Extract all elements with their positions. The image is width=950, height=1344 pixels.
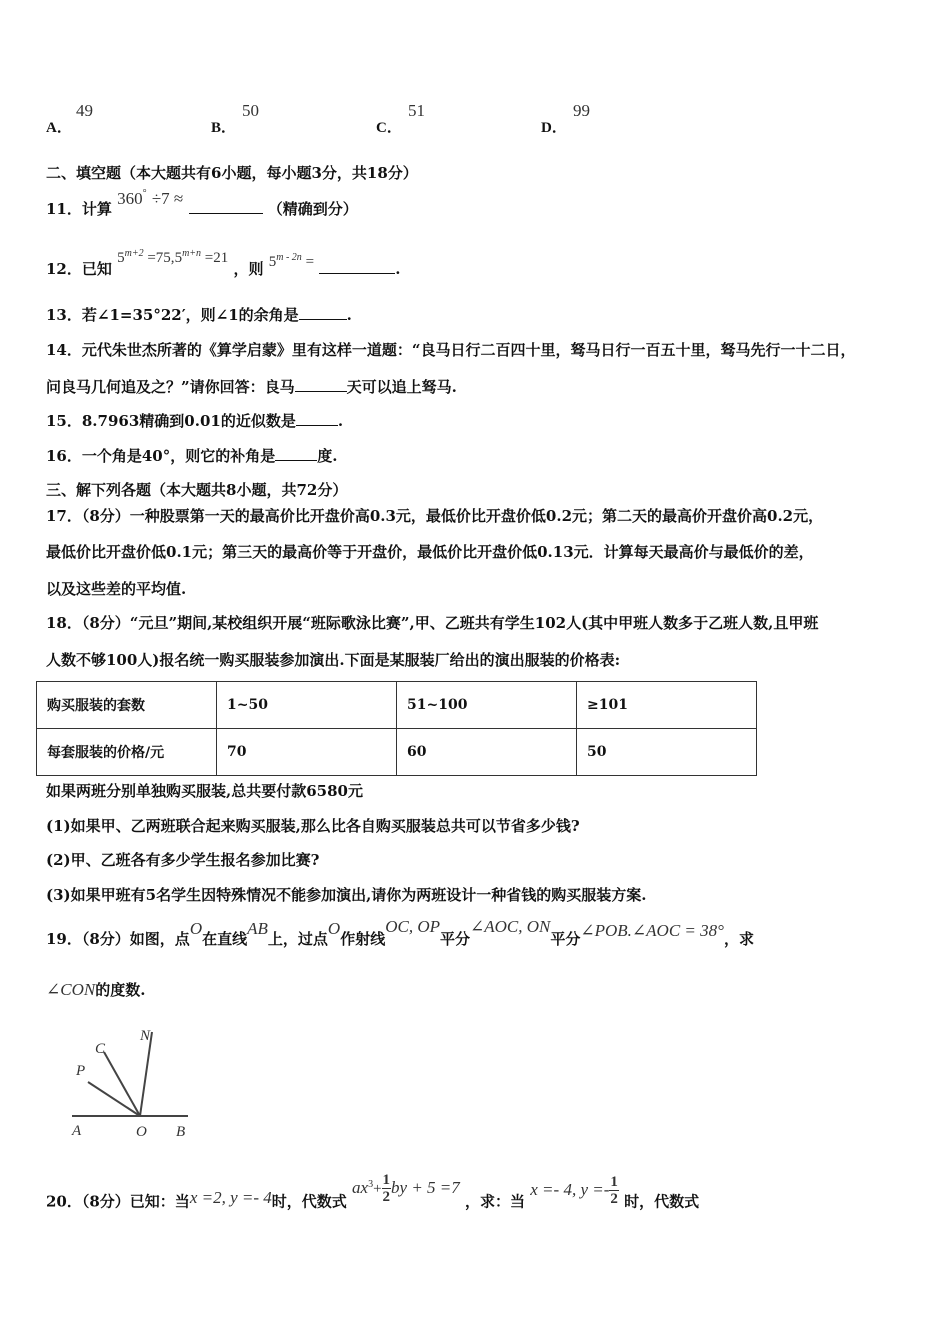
- question-18-line-1: 18．（8分）“元旦”期间,某校组织开展“班际歌泳比赛”,甲、乙班共有学生102人(其中甲班人数多于乙班人数,且甲班: [46, 614, 819, 632]
- option-b-value: 50: [242, 101, 259, 120]
- question-14-line-1: 14．元代朱世杰所著的《算学启蒙》里有这样一道题：“良马日行二百四十里，驽马日行一百五十里，驽马先行一十二日，: [46, 341, 856, 359]
- question-17-line-3: 以及这些差的平均值.: [46, 580, 187, 598]
- q11-degree: °: [142, 188, 147, 199]
- q11-answer-blank[interactable]: [189, 199, 263, 214]
- q11-expr-a: 360: [117, 189, 143, 208]
- label-a: A: [72, 1123, 82, 1139]
- question-16: 16．一个角是40°，则它的补角是 度.: [46, 447, 338, 465]
- q12-then: ，则: [233, 260, 264, 278]
- question-17-line-1: 17．（8分）一种股票第一天的最高价比开盘价高0.3元，最低价比开盘价低0.2元；第二天的最高价开盘价高0.2元，: [46, 507, 824, 525]
- question-18-line-2: 人数不够100人)报名统一购买服装参加演出.下面是某服装厂给出的演出服装的价格表:: [46, 651, 621, 669]
- table-cell: ≥101: [577, 682, 757, 729]
- q11-expr-b: ÷7 ≈: [151, 189, 184, 208]
- fraction-one-half-2: $\frac{1}{2}$: [610, 1174, 618, 1207]
- question-18-sub-2: (2)甲、乙班各有多少学生报名参加比赛?: [46, 851, 320, 869]
- label-p: P: [76, 1063, 86, 1079]
- section-2-title: 二、填空题（本大题共有6小题，每小题3分，共18分）: [46, 164, 418, 182]
- table-cell: 60: [397, 729, 577, 776]
- option-a-letter: A．: [46, 120, 72, 136]
- option-c-value: 51: [408, 101, 425, 120]
- question-17-line-2: 最低价比开盘价低0.1元；第三天的最高价等于开盘价，最低价比开盘价低0.13元．计算每天最高价与最低价的差，: [46, 543, 814, 561]
- label-c: C: [95, 1041, 106, 1057]
- q13-text: 13．若∠1=35°22′，则∠1的余角是: [46, 306, 299, 324]
- option-d-letter: D．: [541, 120, 567, 136]
- option-c-letter: C．: [376, 120, 402, 136]
- price-table: [36, 681, 757, 776]
- ray-op: [88, 1082, 140, 1116]
- q15-answer-blank[interactable]: [296, 411, 338, 426]
- q11-label: 11．计算: [46, 200, 112, 218]
- question-15: 15．8.7963精确到0.01的近似数是 .: [46, 412, 344, 430]
- q20-target-values: x =- 4, y =- $\frac{1}{2}$: [530, 1174, 618, 1207]
- table-cell: 51~100: [397, 682, 577, 729]
- question-19-line-1: 19．（8分）如图，点O在直线AB上，过点O作射线OC, OP平分∠AOC, ON平分∠POB.∠AOC = 38°，求: [46, 917, 754, 948]
- option-b-letter: B．: [211, 120, 237, 136]
- angle-figure: [60, 1020, 200, 1145]
- table-cell: 1~50: [217, 682, 397, 729]
- label-o: O: [136, 1124, 147, 1140]
- label-b: B: [176, 1124, 186, 1140]
- q12-expression: $5^{m+2} =75,5^{m+n} =21$: [117, 248, 229, 266]
- q11-suffix: （精确到分）: [267, 200, 358, 218]
- table-row: [37, 729, 757, 776]
- ray-on: [140, 1032, 152, 1116]
- table-row: [37, 682, 757, 729]
- table-cell: 每套服装的价格/元: [37, 729, 217, 776]
- section-3-title: 三、解下列各题（本大题共8小题，共72分）: [46, 481, 348, 499]
- q16-answer-blank[interactable]: [275, 446, 317, 461]
- question-11: [46, 188, 358, 219]
- table-cell: 70: [217, 729, 397, 776]
- fraction-one-half: $\frac{1}{2}$: [382, 1172, 391, 1205]
- ray-oc: [104, 1052, 140, 1116]
- label-n: N: [140, 1028, 151, 1044]
- option-a-value: 49: [76, 101, 93, 120]
- table-cell: 购买服装的套数: [37, 682, 217, 729]
- option-d-value: 99: [573, 101, 590, 120]
- q20-condition-expression: $ax^3+$ $\frac{1}{2}$ by + 5 =7: [352, 1172, 460, 1205]
- q14-answer-blank[interactable]: [295, 377, 347, 392]
- question-19-line-2: ∠CON的度数.: [46, 980, 146, 999]
- q12-target-expression: $5^{m - 2n}$ =: [268, 252, 315, 270]
- q12-label: 12．已知: [46, 260, 112, 278]
- question-14-line-2: 问良马几何追及之？”请你回答：良马 天可以追上驽马.: [46, 378, 457, 396]
- question-18-sub-1: (1)如果甲、乙两班联合起来购买服装,那么比各自购买服装总共可以节省多少钱?: [46, 817, 580, 835]
- q12-answer-blank[interactable]: [319, 259, 395, 274]
- question-12: 12．已知 $5^{m+2} =75,5^{m+n} =21$ ，则 $5^{m - 2n}$ = .: [46, 248, 401, 278]
- table-cell: 50: [577, 729, 757, 776]
- question-13: 13．若∠1=35°22′，则∠1的余角是 .: [46, 306, 352, 324]
- question-18-sub-3: (3)如果甲班有5名学生因特殊情况不能参加演出,请你为两班设计一种省钱的购买服装方案.: [46, 886, 647, 904]
- q13-answer-blank[interactable]: [299, 305, 347, 320]
- question-20: 20．（8分）已知：当x =2, y =- 4时，代数式 $ax^3+$ $\frac{1}{2}$ by + 5 =7 ，求：当 x =- 4, y =- $\frac{1}{2}$ 时，代数式: [46, 1172, 700, 1211]
- question-18-condition: 如果两班分别单独购买服装,总共要付款6580元: [46, 782, 363, 800]
